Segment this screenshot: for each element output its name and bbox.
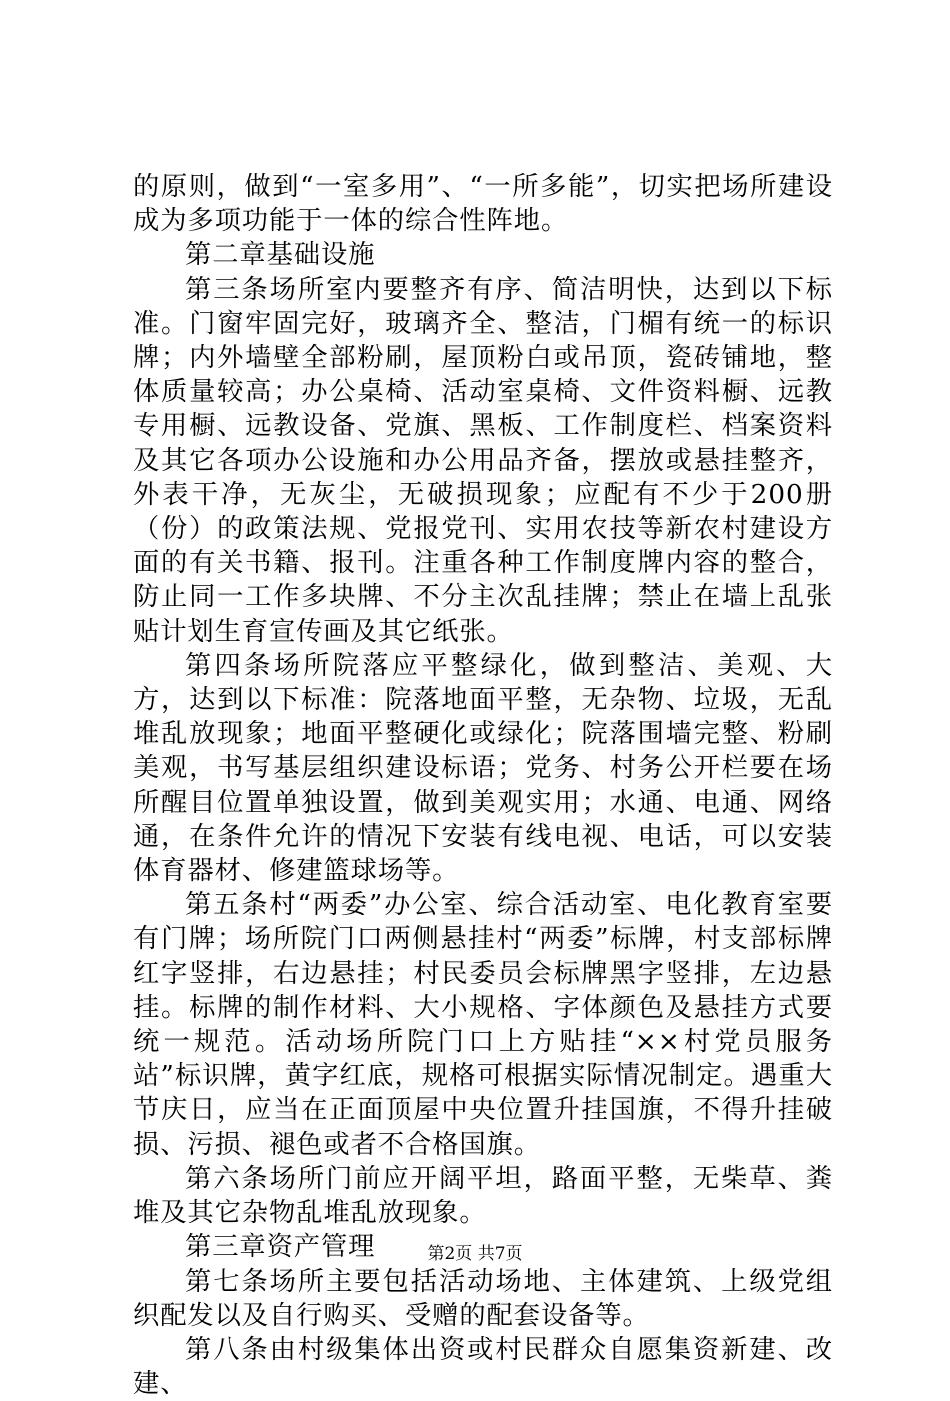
article-8: 第八条由村级集体出资或村民群众自愿集资新建、改建、 (133, 1334, 833, 1400)
document-body (133, 170, 833, 1401)
chapter-heading-3: 第三章资产管理 (185, 1232, 376, 1263)
article-5: 第五条村“两委”办公室、综合活动室、电化教育室要有门牌；场所院门口两侧悬挂村“两委”标牌，村支部标牌红字竖排，右边悬挂；村民委员会标牌黑字竖排，左边悬挂。标牌的制作材料、大小规格、字体颜色及悬挂方式要统一规范。活动场所院门口上方贴挂“××村党员服务站”标识牌，黄字红底，规格可根据实际情况制定。遇重大节庆日，应当在正面顶屋中央位置升挂国旗，不得升挂破损、污损、褪色或者不合格国旗。 (133, 890, 833, 1160)
paragraph-1: 的原则，做到“一室多用”、“一所多能”，切实把场所建设成为多项功能于一体的综合性阵地。 (133, 172, 833, 237)
article-7: 第七条场所主要包括活动场地、主体建筑、上级党组织配发以及自行购买、受赠的配套设备等。 (133, 1266, 833, 1331)
page-footer: 第2页 共7页 (427, 1244, 523, 1264)
article-4: 第四条场所院落应平整绿化，做到整洁、美观、大方，达到以下标准：院落地面平整，无杂物、垃圾，无乱堆乱放现象；地面平整硬化或绿化；院落围墙完整、粉刷美观，书写基层组织建设标语；党务、村务公开栏要在场所醒目位置单独设置，做到美观实用；水通、电通、网络通，在条件允许的情况下安装有线电视、电话，可以安装体育器材、修建篮球场等。 (133, 650, 833, 887)
chapter-heading-2: 第二章基础设施 (185, 240, 376, 271)
article-6: 第六条场所门前应开阔平坦，路面平整，无柴草、粪堆及其它杂物乱堆乱放现象。 (133, 1163, 833, 1229)
article-3: 第三条场所室内要整齐有序、简洁明快，达到以下标准。门窗牢固完好，玻璃齐全、整洁，门楣有统一的标识牌；内外墙壁全部粉刷，屋顶粉白或吊顶，瓷砖铺地，整体质量较高；办公桌椅、活动室桌椅、文件资料橱、远教专用橱、远教设备、党旗、黑板、工作制度栏、档案资料及其它各项办公设施和办公用品齐备，摆放或悬挂整齐，外表干净，无灰尘，无破损现象；应配有不少于200册（份）的政策法规、党报党刊、实用农技等新农村建设方面的有关书籍、报刊。注重各种工作制度牌内容的整合，防止同一工作多块牌、不分主次乱挂牌；禁止在墙上乱张贴计划生育宣传画及其它纸张。 (133, 274, 833, 647)
